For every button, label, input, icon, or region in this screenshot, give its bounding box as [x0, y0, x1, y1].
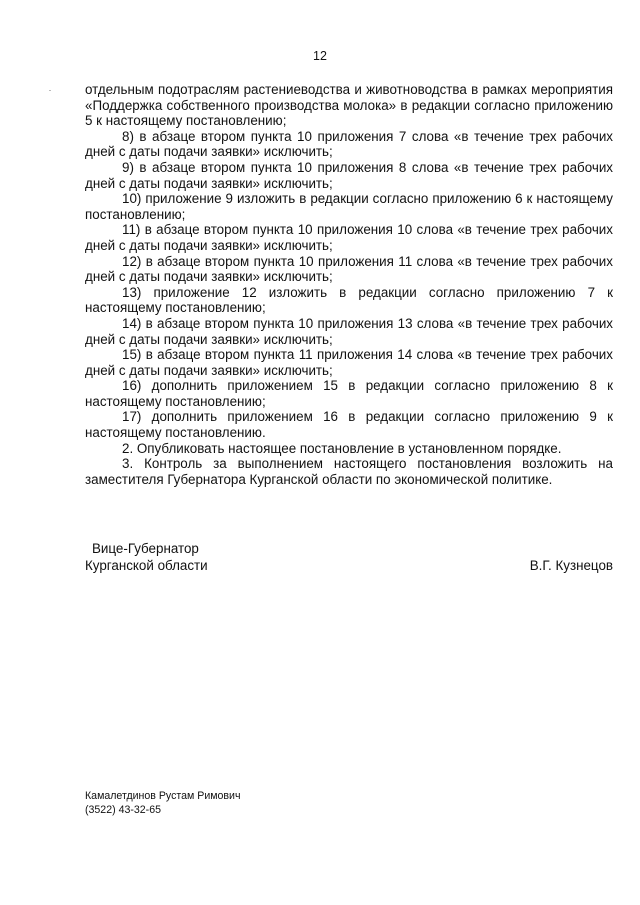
signatory-name: В.Г. Кузнецов	[529, 557, 613, 573]
paragraph: 8) в абзаце втором пункта 10 приложения 7 слова «в течение трех рабочих дней с даты подачи заявки» исключить;	[85, 128, 613, 160]
executor-info	[85, 790, 241, 817]
executor-phone: (3522) 43-32-65	[85, 803, 161, 816]
paragraph: 14) в абзаце втором пункта 10 приложения 13 слова «в течение трех рабочих дней с даты подачи заявки» исключить;	[85, 315, 613, 347]
paragraph: 15) в абзаце втором пункта 11 приложения 14 слова «в течение трех рабочих дней с даты подачи заявки» исключить;	[85, 347, 613, 378]
paragraph: 2. Опубликовать настоящее постановление в установленном порядке.	[122, 440, 562, 456]
paragraph: 11) в абзаце втором пункта 10 приложения 10 слова «в течение трех рабочих дней с даты подачи заявки» исключить;	[85, 222, 613, 253]
paragraph: 10) приложение 9 изложить в редакции согласно приложению 6 к настоящему постановлению;	[85, 191, 613, 222]
paragraph: отдельным подотраслям растениеводства и животноводства в рамках мероприятия «Поддержка собственного производства молока» в редакции согласно приложению 5 к настоящему постановлению;	[85, 82, 613, 129]
scan-artifact	[49, 90, 51, 91]
paragraph: 17) дополнить приложением 16 в редакции согласно приложению 9 к настоящему постановлению.	[85, 409, 613, 441]
document-body	[85, 82, 613, 487]
position-title: Вице-Губернатор	[92, 541, 199, 556]
paragraph: 12) в абзаце втором пункта 10 приложения 11 слова «в течение трех рабочих дней с даты подачи заявки» исключить;	[85, 253, 613, 285]
paragraph: 9) в абзаце втором пункта 10 приложения 8 слова «в течение трех рабочих дней с даты подачи заявки» исключить;	[85, 159, 613, 191]
executor-name: Камалетдинов Рустам Римович	[85, 790, 241, 802]
page-number: 12	[313, 49, 327, 63]
signatory-position	[85, 541, 385, 574]
paragraph: 16) дополнить приложением 15 в редакции согласно приложению 8 к настоящему постановлению;	[85, 378, 613, 409]
paragraph: 3. Контроль за выполнением настоящего постановления возложить на заместителя Губернатора Курганской области по экономической политике.	[85, 456, 613, 487]
paragraph: 13) приложение 12 изложить в редакции согласно приложению 7 к настоящему постановлению;	[85, 284, 613, 316]
position-region: Курганской области	[85, 557, 208, 573]
